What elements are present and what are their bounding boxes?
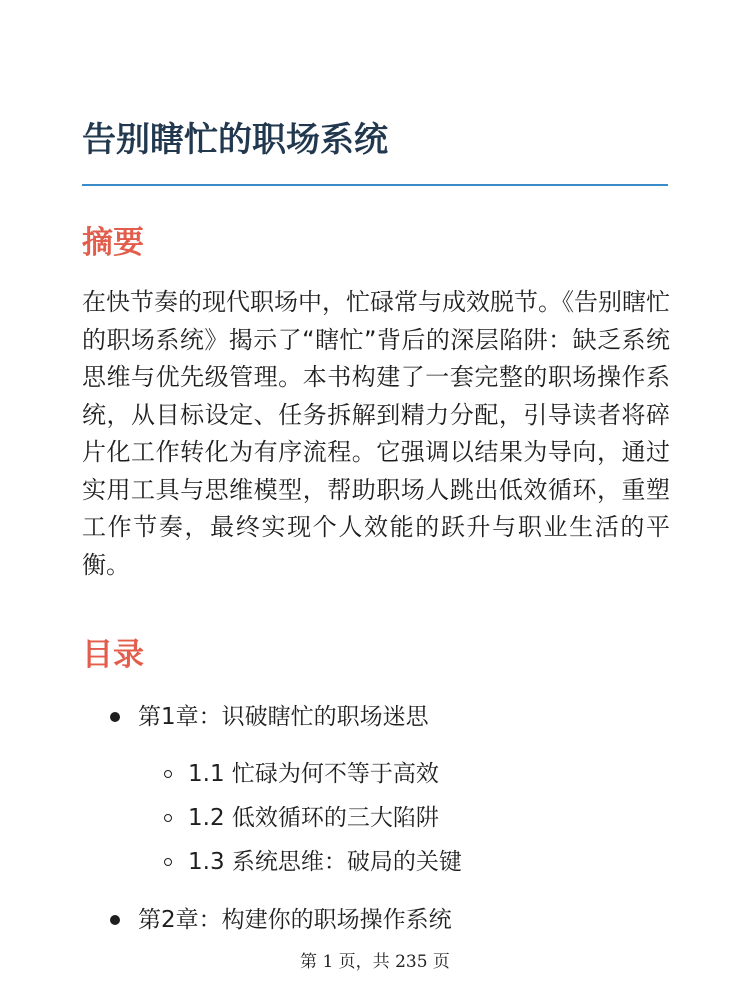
toc-chapter-2[interactable]: 第2章：构建你的职场操作系统 [138,907,452,933]
title-divider [82,184,668,186]
circle-bullet-icon [164,770,172,778]
document-title: 告别瞎忙的职场系统 [82,120,388,160]
circle-bullet-icon [164,858,172,866]
abstract-paragraph: 在快节奏的现代职场中，忙碌常与成效脱节。《告别瞎忙的职场系统》揭示了“瞎忙”背后的深层陷阱：缺乏系统思维与优先级管理。本书构建了一套完整的职场操作系统，从目标设定、任务拆解到精力分配，引导读者将碎片化工作转化为有序流程。它强调以结果为导向，通过实用工具与思维模型，帮助职场人跳出低效循环，重塑工作节奏，最终实现个人效能的跃升与职业生活的平衡。 [82,288,670,579]
toc-section-1-3[interactable]: 1.3 系统思维：破局的关键 [188,849,462,875]
toc-chapter-1[interactable]: 第1章：识破瞎忙的职场迷思 [138,704,429,730]
toc-section-1-1[interactable]: 1.1 忙碌为何不等于高效 [188,761,439,787]
toc-section-1-2[interactable]: 1.2 低效循环的三大陷阱 [188,805,439,831]
page-number-footer: 第 1 页，共 235 页 [300,952,450,972]
circle-bullet-icon [164,814,172,822]
bullet-icon [110,712,120,722]
bullet-icon [110,915,120,925]
abstract-heading: 摘要 [82,225,144,261]
toc-heading: 目录 [82,637,144,673]
